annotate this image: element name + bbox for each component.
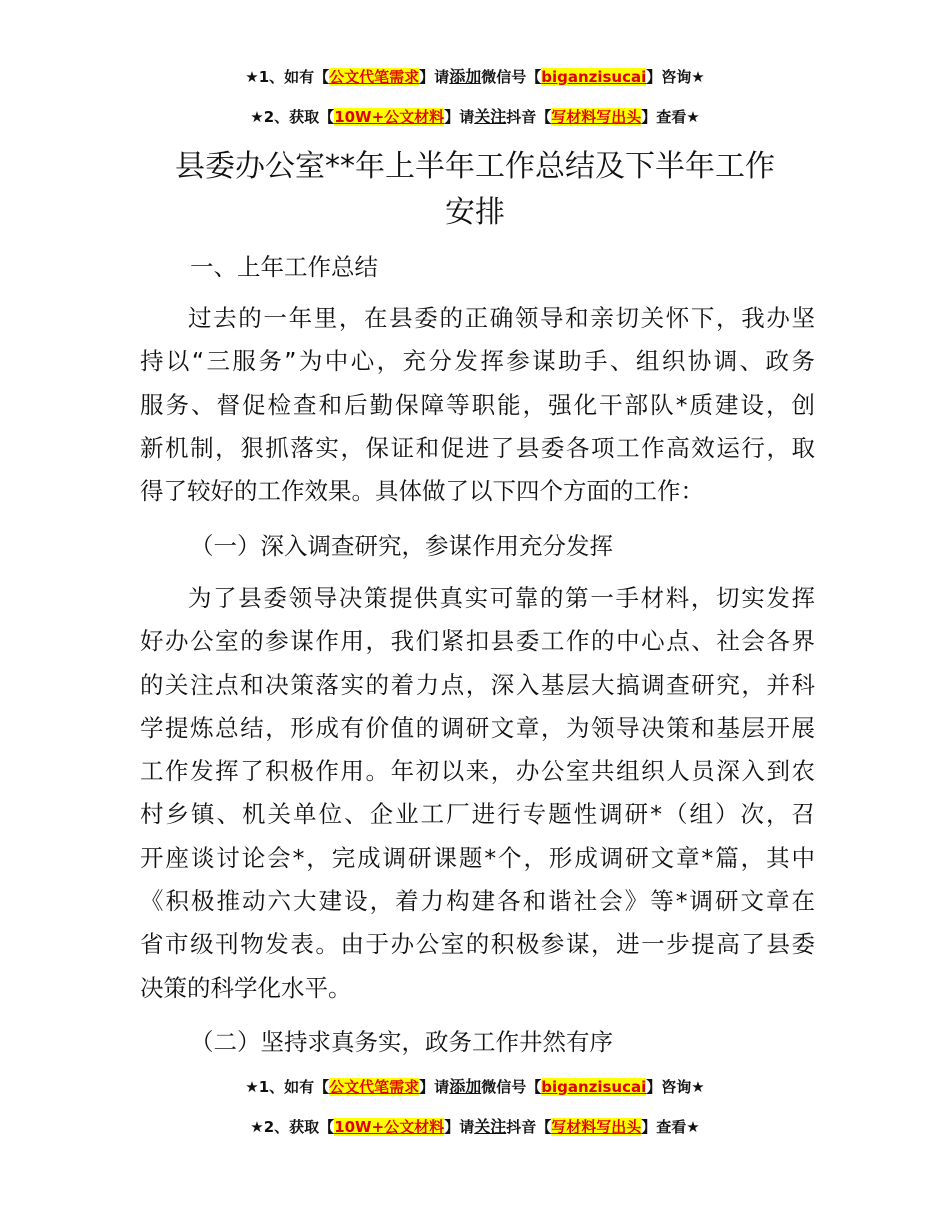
footer-promo-line-1 <box>0 1076 950 1098</box>
paragraph-line: 新机制，狠抓落实，保证和促进了县委各项工作高效运行，取 <box>140 433 815 462</box>
paragraph-line: 学提炼总结，形成有价值的调研文章，为领导决策和基层开展 <box>140 713 815 742</box>
promo-prefix: ★2、获取【 <box>250 108 335 126</box>
promo-highlight-wechat-id: biganzisucai <box>541 68 647 86</box>
document-title-line-2: 安排 <box>445 195 505 230</box>
paragraph-line: 服务、督促检查和后勤保障等职能，强化干部队*质建设，创 <box>140 390 815 419</box>
promo-highlight-materials: 10W+公文材料 <box>334 108 445 126</box>
promo-suffix: 】咨询★ <box>646 68 705 86</box>
subsection-heading-1: （一）深入调查研究，参谋作用充分发挥 <box>190 532 613 560</box>
paragraph-line: 开座谈讨论会*，完成调研课题*个，形成调研文章*篇，其中 <box>140 843 815 872</box>
paragraph-line: 为了县委领导决策提供真实可靠的第一手材料，切实发挥 <box>188 584 815 612</box>
paragraph-line: 好办公室的参谋作用，我们紧扣县委工作的中心点、社会各界 <box>140 627 815 656</box>
promo-underline-add: 添加 <box>449 1077 482 1096</box>
paragraph-line: 持以“三服务”为中心，充分发挥参谋助手、组织协调、政务 <box>140 347 815 376</box>
promo-prefix: ★2、获取【 <box>250 1118 335 1136</box>
footer-promo-line-2 <box>0 1116 950 1138</box>
promo-underline-add: 添加 <box>449 67 482 86</box>
document-title-line-1: 县委办公室**年上半年工作总结及下半年工作 <box>175 149 775 184</box>
document-title <box>0 144 950 236</box>
promo-highlight-materials: 10W+公文材料 <box>334 1118 445 1136</box>
promo-suffix: 】咨询★ <box>646 1078 705 1096</box>
paragraph-2 <box>140 577 815 1010</box>
promo-text: 】请 <box>444 1118 475 1136</box>
promo-suffix: 】查看★ <box>641 108 700 126</box>
paragraph-line: 工作发挥了积极作用。年初以来，办公室共组织人员深入到农 <box>140 757 815 786</box>
promo-text: 】请 <box>419 68 450 86</box>
promo-highlight-douyin: 写材料写出头 <box>551 108 642 126</box>
promo-underline-follow: 关注 <box>474 107 507 126</box>
promo-underline-follow: 关注 <box>474 1117 507 1136</box>
paragraph-line: 省市级刊物发表。由于办公室的积极参谋，进一步提高了县委 <box>140 930 815 959</box>
paragraph-line: 《积极推动六大建设，着力构建各和谐社会》等*调研文章在 <box>140 887 815 916</box>
promo-text: 抖音【 <box>506 108 552 126</box>
promo-text: 微信号【 <box>481 1078 542 1096</box>
paragraph-line: 村乡镇、机关单位、企业工厂进行专题性调研*（组）次，召 <box>140 800 815 829</box>
promo-prefix: ★1、如有【 <box>245 68 330 86</box>
section-heading-1: 一、上年工作总结 <box>190 253 378 281</box>
promo-prefix: ★1、如有【 <box>245 1078 330 1096</box>
paragraph-line: 过去的一年里，在县委的正确领导和亲切关怀下，我办坚 <box>188 304 815 332</box>
promo-text: 】请 <box>419 1078 450 1096</box>
paragraph-line: 的关注点和决策落实的着力点，深入基层大搞调查研究，并科 <box>140 670 815 699</box>
subsection-heading-2: （二）坚持求真务实，政务工作井然有序 <box>190 1028 613 1056</box>
paragraph-line: 决策的科学化水平。 <box>140 973 352 1002</box>
promo-text: 微信号【 <box>481 68 542 86</box>
promo-highlight-douyin: 写材料写出头 <box>551 1118 642 1136</box>
paragraph-line: 得了较好的工作效果。具体做了以下四个方面的工作： <box>140 477 704 506</box>
paragraph-1 <box>140 297 815 513</box>
promo-suffix: 】查看★ <box>641 1118 700 1136</box>
header-promo-line-1 <box>0 66 950 88</box>
promo-text: 】请 <box>444 108 475 126</box>
promo-highlight-service: 公文代笔需求 <box>329 1078 420 1096</box>
promo-text: 抖音【 <box>506 1118 552 1136</box>
header-promo-line-2 <box>0 106 950 128</box>
promo-highlight-wechat-id: biganzisucai <box>541 1078 647 1096</box>
promo-highlight-service: 公文代笔需求 <box>329 68 420 86</box>
